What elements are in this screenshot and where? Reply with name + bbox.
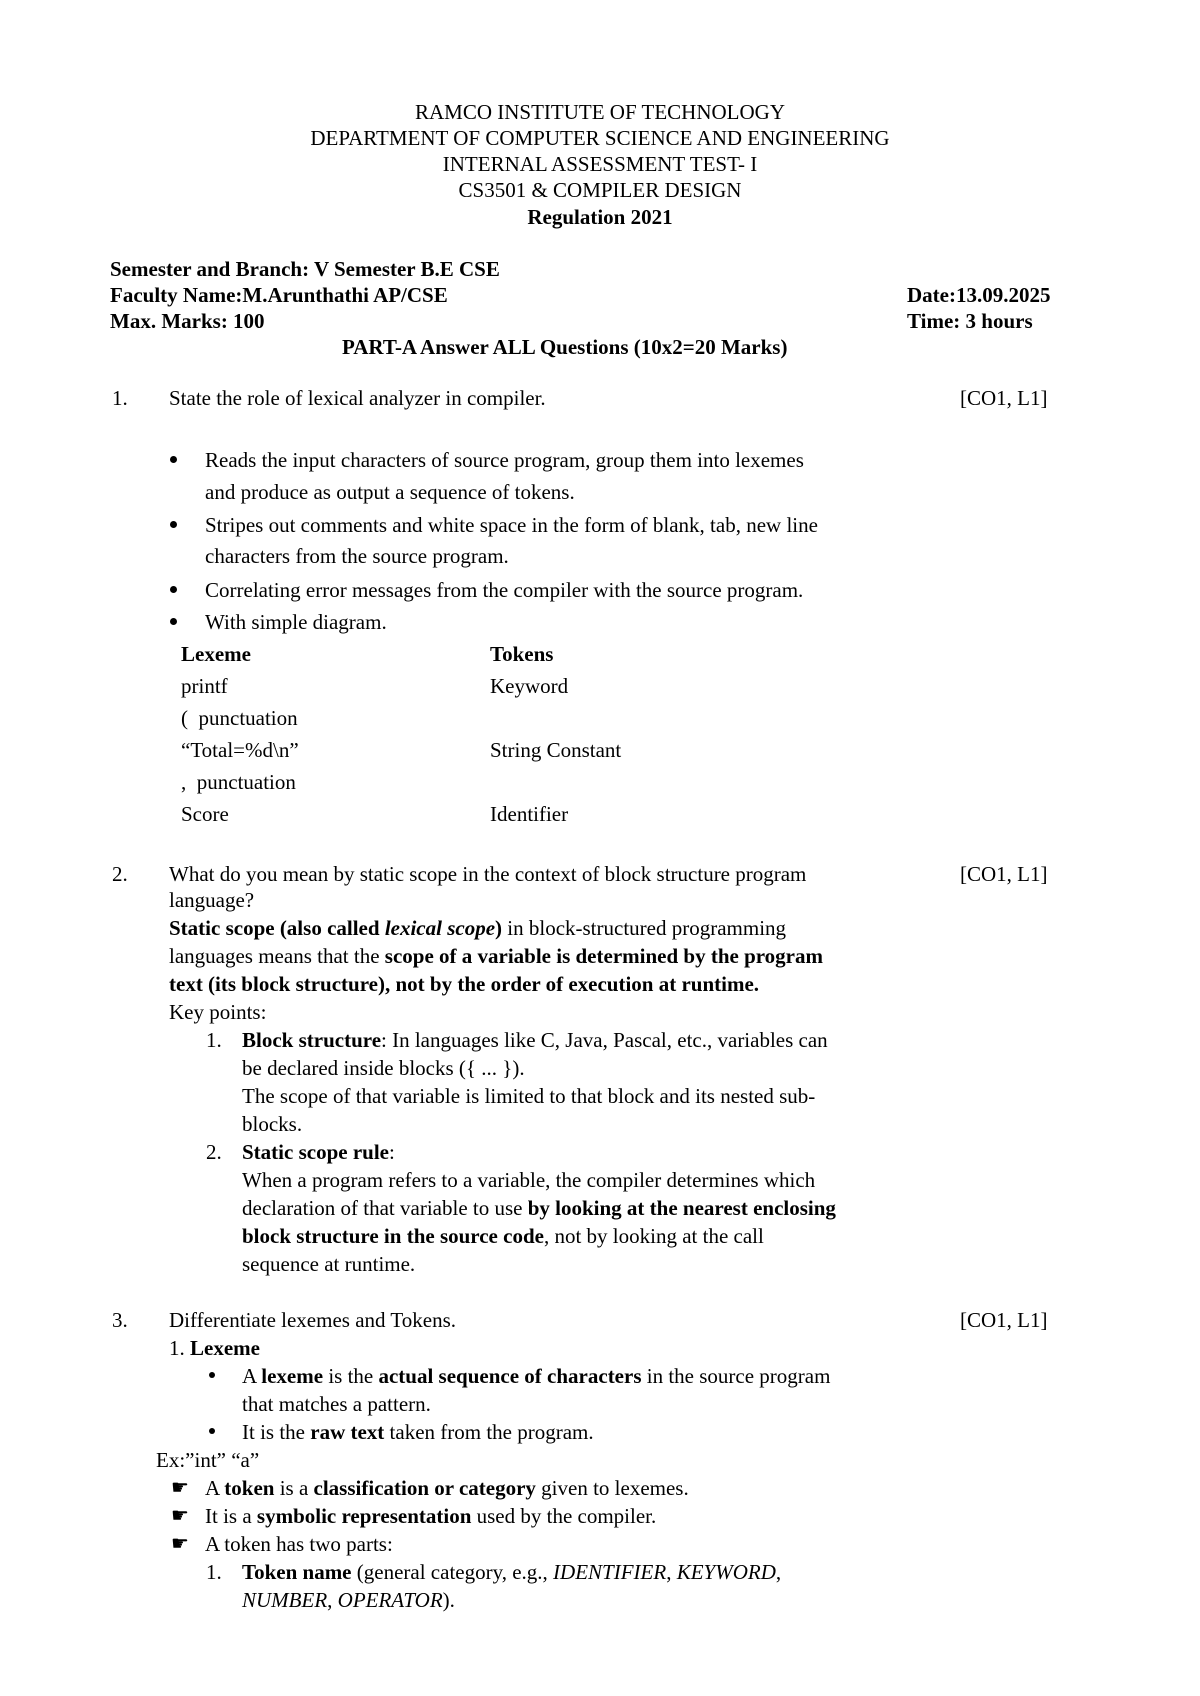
pointing-hand-icon: ☛ xyxy=(171,1505,189,1527)
bold-text: by looking at the nearest enclosing xyxy=(527,1196,836,1220)
exam-date: Date:13.09.2025 xyxy=(907,283,1051,307)
lexeme-raw-text-line xyxy=(242,1418,594,1446)
plain-text: used by the compiler. xyxy=(471,1504,657,1528)
bold-text: Token name xyxy=(242,1560,352,1584)
key-point-2-line1 xyxy=(242,1138,395,1166)
q1-bullet4: With simple diagram. xyxy=(205,610,387,634)
plain-text: A xyxy=(242,1364,262,1388)
bullet-icon xyxy=(209,1372,215,1378)
plain-text: is the xyxy=(323,1364,379,1388)
plain-text: given to lexemes. xyxy=(535,1476,689,1500)
bold-text: symbolic representation xyxy=(256,1504,472,1528)
plain-text: taken from the program. xyxy=(384,1420,594,1444)
semester-branch: Semester and Branch: V Semester B.E CSE xyxy=(110,257,500,281)
bullet-icon xyxy=(170,521,177,528)
q1-number: 1. xyxy=(112,386,128,410)
key-point-1-line4: blocks. xyxy=(242,1112,303,1136)
exam-time: Time: 3 hours xyxy=(907,309,1033,333)
q3-text: Differentiate lexemes and Tokens. xyxy=(169,1308,456,1332)
q1-bullet2-line1: Stripes out comments and white space in the form of blank, tab, new line xyxy=(205,513,818,537)
key-point-2-line4 xyxy=(242,1222,764,1250)
plain-text: A xyxy=(205,1476,225,1500)
lexeme-cell: printf xyxy=(181,674,228,698)
lexeme-def-line1 xyxy=(242,1362,830,1390)
q1-bullet1-line1: Reads the input characters of source program, group them into lexemes xyxy=(205,448,804,472)
bullet-icon xyxy=(170,618,177,625)
italic-text: KEYWORD xyxy=(676,1560,776,1584)
bold-text: Lexeme xyxy=(190,1336,260,1360)
institute-name: RAMCO INSTITUTE OF TECHNOLOGY xyxy=(414,100,786,124)
regulation: Regulation 2021 xyxy=(527,205,673,229)
token-cell: String Constant xyxy=(490,738,622,762)
key-point-1-line2: be declared inside blocks ({ ... }). xyxy=(242,1056,525,1080)
q2-answer-line2 xyxy=(169,942,823,970)
q1-bullet2-line2: characters from the source program. xyxy=(205,544,509,568)
lexeme-cell: , punctuation xyxy=(181,770,296,794)
example-line: Ex:”int” “a” xyxy=(156,1448,260,1472)
token-cell: Identifier xyxy=(490,802,569,826)
key-point-2-line5: sequence at runtime. xyxy=(242,1252,416,1276)
bold-text: classification or category xyxy=(313,1476,536,1500)
q1-bullet3: Correlating error messages from the compiler with the source program. xyxy=(205,578,804,602)
plain-text: : xyxy=(388,1140,395,1164)
bold-text: Static scope rule xyxy=(242,1140,389,1164)
q3-number: 3. xyxy=(112,1308,128,1332)
token-cell: Keyword xyxy=(490,674,569,698)
plain-text: languages means that the xyxy=(169,944,385,968)
key-point-2-line2: When a program refers to a variable, the compiler determines which xyxy=(242,1168,816,1192)
lexeme-def-line2: that matches a pattern. xyxy=(242,1392,431,1416)
token-def-line1 xyxy=(205,1474,689,1502)
plain-text: , xyxy=(775,1560,782,1584)
bold-italic-text: lexical scope xyxy=(384,916,496,940)
key-points-label: Key points: xyxy=(169,1000,267,1024)
bold-text: Static scope (also called xyxy=(169,916,385,940)
bold-text: raw text xyxy=(310,1420,385,1444)
lexeme-cell: ( punctuation xyxy=(181,706,298,730)
plain-text: , xyxy=(666,1560,677,1584)
bullet-icon xyxy=(209,1428,215,1434)
token-part-number: 1. xyxy=(206,1560,222,1584)
key-point-number: 2. xyxy=(206,1140,222,1164)
bold-text: scope of a variable is determined by the program xyxy=(384,944,823,968)
q2-number: 2. xyxy=(112,862,128,886)
bold-text: ) xyxy=(495,916,503,940)
token-name-line1 xyxy=(242,1558,781,1586)
italic-text: IDENTIFIER xyxy=(553,1560,667,1584)
key-point-2-line3 xyxy=(242,1194,836,1222)
plain-text: (general category, e.g., xyxy=(351,1560,554,1584)
bold-text: actual sequence of characters xyxy=(378,1364,642,1388)
max-marks: Max. Marks: 100 xyxy=(110,309,265,333)
tokens-column-header: Tokens xyxy=(490,642,554,666)
course-title: CS3501 & COMPILER DESIGN xyxy=(458,178,742,202)
part-a-heading: PART-A Answer ALL Questions (10x2=20 Marks) xyxy=(342,335,788,359)
bullet-icon xyxy=(170,456,177,463)
plain-text: It is the xyxy=(242,1420,311,1444)
bold-text: token xyxy=(224,1476,275,1500)
key-point-1-line1 xyxy=(242,1026,828,1054)
q1-text: State the role of lexical analyzer in compiler. xyxy=(169,386,546,410)
pointing-hand-icon: ☛ xyxy=(171,1533,189,1555)
department-name: DEPARTMENT OF COMPUTER SCIENCE AND ENGINEERING xyxy=(310,126,890,150)
lexeme-cell: “Total=%d\n” xyxy=(181,738,299,762)
q3-co-level: [CO1, L1] xyxy=(960,1308,1048,1332)
plain-text: 1. xyxy=(169,1336,190,1360)
plain-text: , xyxy=(327,1588,338,1612)
plain-text: : In languages like C, Java, Pascal, etc., variables can xyxy=(381,1028,828,1052)
q3-lexeme-heading xyxy=(169,1334,260,1362)
plain-text: , not by looking at the call xyxy=(543,1224,764,1248)
italic-text: OPERATOR xyxy=(337,1588,443,1612)
lexeme-column-header: Lexeme xyxy=(181,642,251,666)
faculty-name: Faculty Name:M.Arunthathi AP/CSE xyxy=(110,283,448,307)
token-def-line2 xyxy=(205,1502,656,1530)
plain-text: in the source program xyxy=(641,1364,831,1388)
bullet-icon xyxy=(170,586,177,593)
test-title: INTERNAL ASSESSMENT TEST- I xyxy=(442,152,758,176)
q2-text-line1: What do you mean by static scope in the context of block structure program xyxy=(169,862,807,886)
bold-text: Block structure xyxy=(242,1028,382,1052)
q2-co-level: [CO1, L1] xyxy=(960,862,1048,886)
token-name-line2 xyxy=(242,1586,455,1614)
key-point-1-line3: The scope of that variable is limited to that block and its nested sub- xyxy=(242,1084,816,1108)
token-def-line3: A token has two parts: xyxy=(205,1532,393,1556)
q1-co-level: [CO1, L1] xyxy=(960,386,1048,410)
plain-text: declaration of that variable to use xyxy=(242,1196,528,1220)
italic-text: NUMBER xyxy=(242,1588,328,1612)
pointing-hand-icon: ☛ xyxy=(171,1477,189,1499)
plain-text: in block-structured programming xyxy=(502,916,787,940)
bold-text: block structure in the source code xyxy=(242,1224,544,1248)
plain-text: is a xyxy=(274,1476,314,1500)
q1-bullet1-line2: and produce as output a sequence of tokens. xyxy=(205,480,575,504)
q2-text-line2: language? xyxy=(169,888,255,912)
lexeme-cell: Score xyxy=(181,802,229,826)
key-point-number: 1. xyxy=(206,1028,222,1052)
q2-answer-line3: text (its block structure), not by the order of execution at runtime. xyxy=(169,972,760,996)
bold-text: lexeme xyxy=(261,1364,324,1388)
q2-answer-line1 xyxy=(169,914,786,942)
plain-text: ). xyxy=(442,1588,455,1612)
plain-text: It is a xyxy=(205,1504,257,1528)
